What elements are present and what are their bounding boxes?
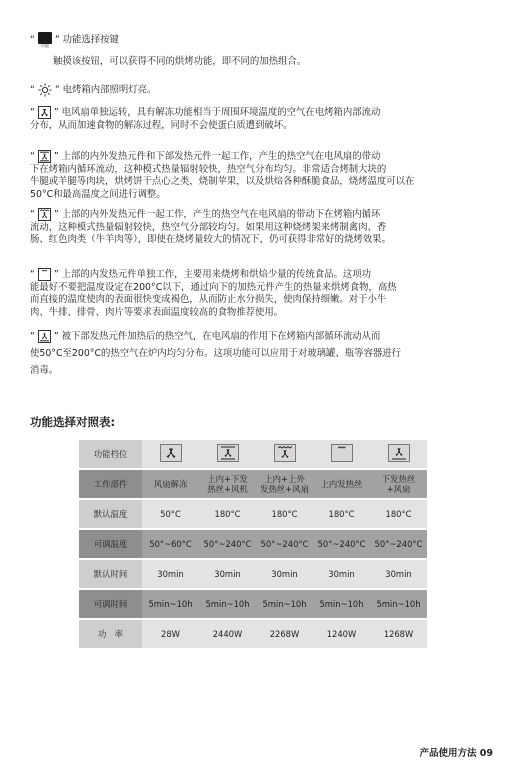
inner-top-section: “ ” 上部的内发热元件单独工作，主要用来烧烤和烘焙少量的传统食品。这项功 能最好不要把温度设定在200°C以下，通过向下的加热元件产生的热量来烘烤食物，高热 而直接的温度使肉的表面很快变成褐色，从而防止水分损失，使肉保持细嫩。对于小牛 肉、牛排、排骨、肉片等要求表面温度较高的食物推荐使用。 (30, 269, 397, 318)
function-table (79, 440, 427, 648)
lamp-icon (38, 83, 52, 97)
bottom-fan-section: “ ” 被下部发热元件加热后的热空气，在电风扇的作用下在烤箱内部循环流动从而 使50°C至200°C的热空气在炉内均匀分布。这项功能可以应用于对玻璃罐、瓶等容器进行 消毒。 (30, 331, 402, 376)
inner-top-mode-icon (331, 444, 353, 462)
inner-top-mode-icon (38, 268, 51, 281)
function-key-section (30, 34, 498, 69)
up-fan-section: “ ” 上部的内外发热元件一起工作，产生的热空气在电风扇的带动下在烤箱内循环 流动，这种模式热量辐射较快，热空气分部较均匀。如果用这种烧烤架来烤制禽肉、香 肠、红色肉类（牛羊肉等），即使在烧烤量较大的情况下，仍可获得非常好的烧烤效果。 (30, 209, 391, 246)
up-down-fan-section: “ ” 上部的内外发热元件和下部发热元件一起工作，产生的热空气在电风扇的带动 下在烤箱内循环流动，这种模式热量辐射较快，热空气分布均匀。非常适合烤制大块的 牛腿或羊腿等肉块，烘烤饼干点心之类，烧制苹果，以及烘焙各种酥脆食品，烧烤温度可以在 50°C和最高温度之间进行调整。 (30, 151, 415, 200)
lamp-section: “ ” 电烤箱内部照明灯亮。 (30, 84, 157, 96)
up-down-fan-mode-icon (38, 150, 51, 163)
bottom-fan-mode-icon (388, 444, 410, 462)
table-row: 可调温度 50°~60°C 50°~240°C 50°~240°C 50°~240°C 50°~240°C (79, 530, 427, 558)
function-key-caption: 功能 (40, 44, 50, 49)
up-fan-mode-icon (38, 208, 51, 221)
fan-mode-icon (38, 106, 51, 119)
table-row: 功能档位 (79, 440, 427, 468)
function-key-title: 功能选择按键 (62, 34, 119, 46)
table-row: 默认时间 30min 30min 30min 30min 30min (79, 560, 427, 588)
function-key-description: 触摸该按钮，可以获得不同的烘烤功能，即不同的加热组合。 (53, 56, 307, 68)
table-row: 功 率 28W 2440W 2268W 1240W 1268W (79, 620, 427, 648)
table-row: 可调时间 5min~10h 5min~10h 5min~10h 5min~10h 5min~10h (79, 590, 427, 618)
bottom-fan-mode-icon (38, 330, 51, 343)
fan-section: “ ” 电风扇单独运转，具有解冻功能相当于周围环境温度的空气在电烤箱内部流动 分布，从而加速食物的解冻过程，同时不会使蛋白质遭到破坏。 (30, 107, 381, 131)
fan-mode-icon (160, 444, 182, 462)
lamp-description: 电烤箱内部照明灯亮。 (62, 84, 157, 96)
function-key-title-line: “ 功能 ” 功能选择按键 (30, 34, 498, 47)
table-heading: 功能选择对照表: (30, 415, 116, 429)
table-row: 默认温度 50°C 180°C 180°C 180°C 180°C (79, 500, 427, 528)
up-fan-mode-icon (274, 444, 296, 462)
page-footer: 产品使用方法 09 (419, 748, 493, 759)
table-row: 工作部件 风扇解冻 上内+下发 热丝+风机 上内+上外 发热丝+风扇 上内发热丝 下发热丝 +风扇 (79, 470, 427, 498)
function-key-icon (38, 32, 52, 49)
up-down-fan-mode-icon (217, 444, 239, 462)
